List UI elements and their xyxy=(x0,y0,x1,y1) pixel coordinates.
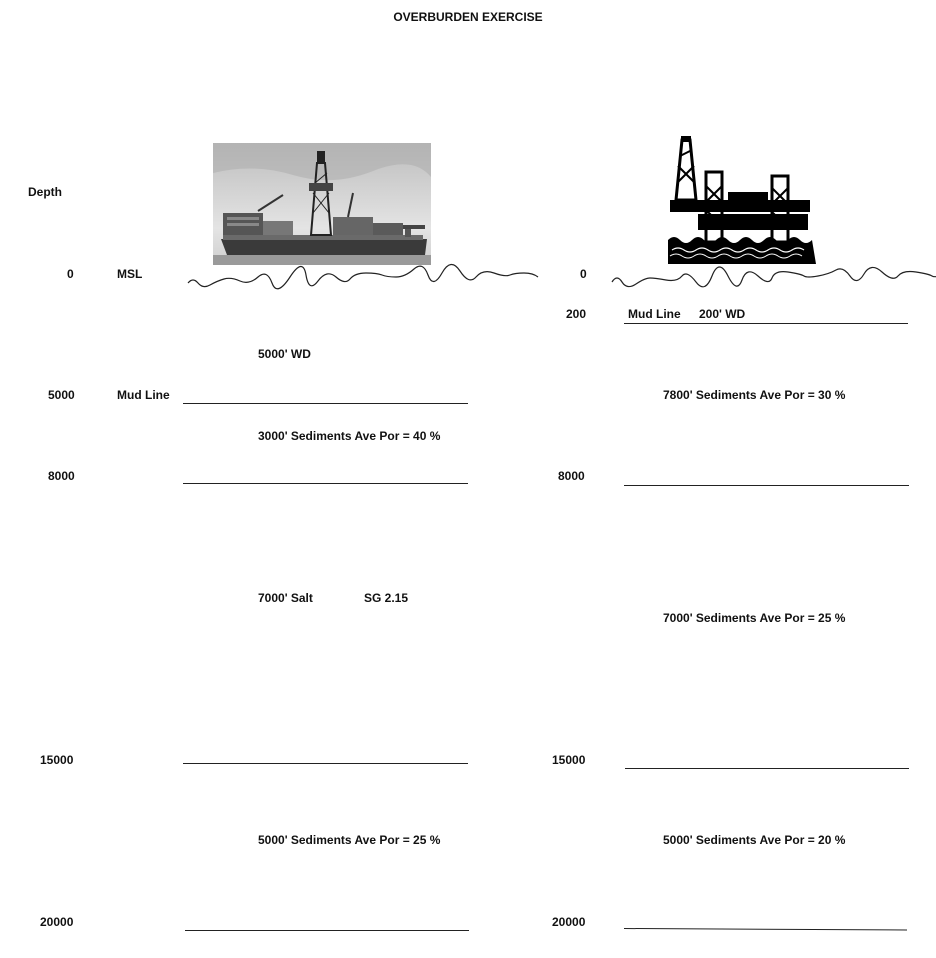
right-mudline-label: Mud Line xyxy=(628,307,681,321)
jackup-rig-image xyxy=(668,136,816,264)
right-8000-rule xyxy=(624,485,909,486)
right-20000-rule xyxy=(624,928,907,930)
drillship-image xyxy=(213,143,431,265)
msl-label: MSL xyxy=(117,267,143,281)
drillship-icon xyxy=(213,143,431,265)
left-water-depth: 5000' WD xyxy=(258,347,311,361)
right-mudline-rule xyxy=(624,323,908,324)
left-depth-8000: 8000 xyxy=(48,469,75,483)
right-water-depth: 200' WD xyxy=(699,307,746,321)
left-depth-15000: 15000 xyxy=(40,753,74,767)
right-depth-15000: 15000 xyxy=(552,753,586,767)
right-layer-2: 7000' Sediments Ave Por = 25 % xyxy=(663,611,846,625)
left-layer-1: 3000' Sediments Ave Por = 40 % xyxy=(258,429,441,443)
left-mudline-label: Mud Line xyxy=(117,388,170,402)
page-title: OVERBURDEN EXERCISE xyxy=(393,10,543,24)
right-depth-0: 0 xyxy=(580,267,587,281)
right-depth-8000: 8000 xyxy=(558,469,585,483)
right-depth-200: 200 xyxy=(566,307,587,321)
right-layer-1: 7800' Sediments Ave Por = 30 % xyxy=(663,388,846,402)
depth-column-header: Depth xyxy=(28,185,62,199)
right-depth-20000: 20000 xyxy=(552,915,586,929)
left-layer-salt: 7000' Salt xyxy=(258,591,313,605)
salt-sg-label: SG 2.15 xyxy=(364,591,409,605)
left-depth-0: 0 xyxy=(67,267,74,281)
right-15000-rule xyxy=(625,768,909,769)
left-layer-3: 5000' Sediments Ave Por = 25 % xyxy=(258,833,441,847)
left-mudline-rule xyxy=(183,403,468,404)
left-depth-5000: 5000 xyxy=(48,388,75,402)
jackup-rig-icon xyxy=(668,136,816,264)
left-15000-rule xyxy=(183,763,468,764)
right-sea-surface xyxy=(612,267,936,287)
left-8000-rule xyxy=(183,483,468,484)
left-20000-rule xyxy=(185,930,469,931)
right-layer-3: 5000' Sediments Ave Por = 20 % xyxy=(663,833,846,847)
left-depth-20000: 20000 xyxy=(40,915,74,929)
left-sea-surface xyxy=(188,264,538,288)
